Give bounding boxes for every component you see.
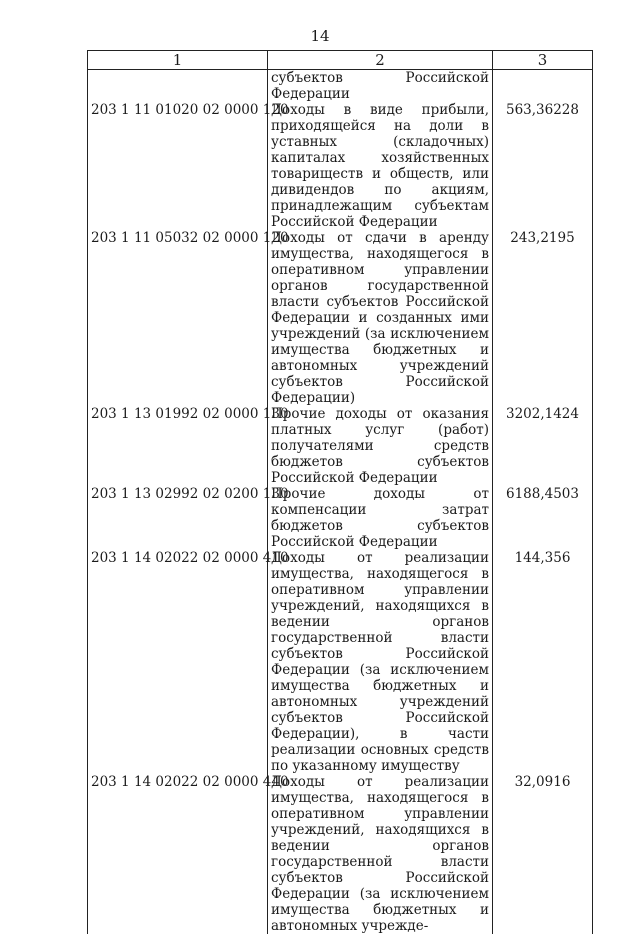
column-header-description: 2 — [268, 51, 493, 70]
table-row — [88, 230, 593, 406]
revenue-description: Прочие доходы от оказания платных услуг (работ) получателями средств бюджетов субъектов Российской Федерации — [268, 406, 493, 486]
revenue-code: 203 1 14 02022 02 0000 410 — [88, 550, 268, 774]
table-row-carryover — [88, 70, 593, 103]
revenue-code: 203 1 14 02022 02 0000 440 — [88, 774, 268, 934]
revenue-table — [87, 50, 593, 934]
carryover-amount-cell — [493, 70, 593, 103]
revenue-description: Доходы от сдачи в аренду имущества, находящегося в оперативном управлении органов государственной власти субъектов Российской Федерации и созданных ими учреждений (за исключением имущества бюджетных и автономных учреждений субъектов Российской Федерации) — [268, 230, 493, 406]
revenue-description: Доходы в виде прибыли, приходящейся на доли в уставных (складочных) капиталах хозяйственных товариществ и обществ, или дивидендов по акциям, принадлежащим субъектам Российской Федерации — [268, 102, 493, 230]
revenue-description: Доходы от реализации имущества, находящегося в оперативном управлении учреждений, находящихся в ведении органов государственной власти субъектов Российской Федерации (за исключением имущества бюджетных и автономных учрежде- — [268, 774, 493, 934]
carryover-code-cell — [88, 70, 268, 103]
revenue-code: 203 1 13 01992 02 0000 130 — [88, 406, 268, 486]
revenue-code: 203 1 11 05032 02 0000 120 — [88, 230, 268, 406]
table-row — [88, 774, 593, 934]
page-number: 14 — [310, 27, 330, 45]
table-row — [88, 486, 593, 550]
column-header-amount: 3 — [493, 51, 593, 70]
revenue-amount: 3202,1424 — [493, 406, 593, 486]
revenue-amount: 6188,4503 — [493, 486, 593, 550]
revenue-description: Доходы от реализации имущества, находящегося в оперативном управлении учреждений, находящихся в ведении органов государственной власти субъектов Российской Федерации (за исключением имущества бюджетных и автономных учреждений субъектов Российской Федерации), в части реализации основных средств по указанному имуществу — [268, 550, 493, 774]
column-header-code: 1 — [88, 51, 268, 70]
revenue-code: 203 1 13 02992 02 0200 130 — [88, 486, 268, 550]
revenue-description: Прочие доходы от компенсации затрат бюджетов субъектов Российской Федерации — [268, 486, 493, 550]
table-row — [88, 102, 593, 230]
revenue-amount: 144,356 — [493, 550, 593, 774]
revenue-code: 203 1 11 01020 02 0000 120 — [88, 102, 268, 230]
carryover-description: субъектов Российской Федерации — [268, 70, 493, 103]
revenue-amount: 563,36228 — [493, 102, 593, 230]
table-row — [88, 550, 593, 774]
table-header-row — [88, 51, 593, 70]
table-row — [88, 406, 593, 486]
revenue-amount: 243,2195 — [493, 230, 593, 406]
revenue-amount: 32,0916 — [493, 774, 593, 934]
